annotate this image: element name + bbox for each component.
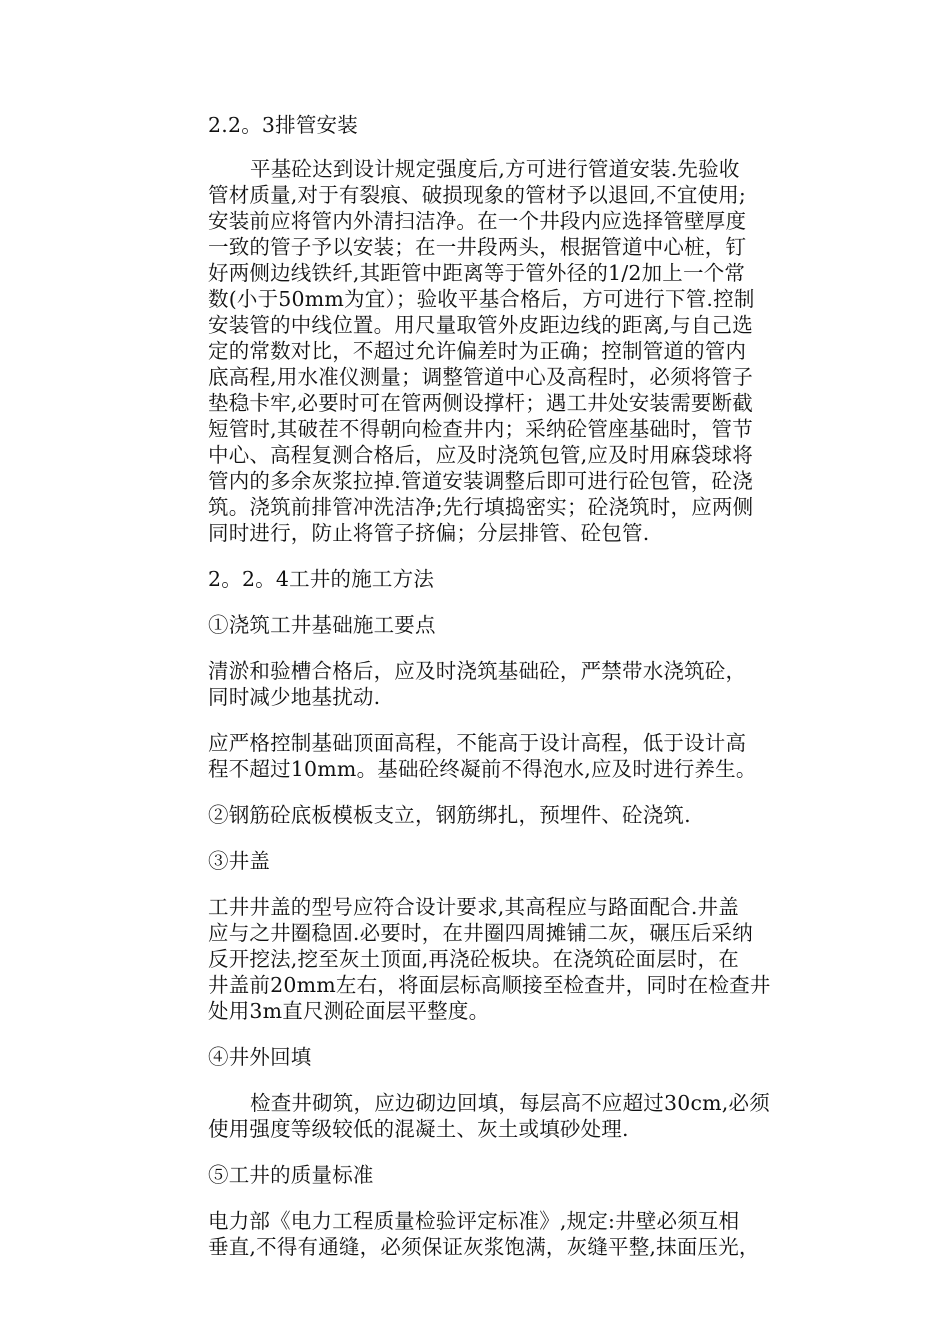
paragraph-line: 底高程,用水准仪测量；调整管道中心及高程时，必须将管子 bbox=[208, 365, 753, 389]
item-3-paragraph bbox=[208, 894, 800, 1024]
paragraph-line: 筑。浇筑前排管冲洗洁净;先行填捣密实；砼浇筑时，应两侧 bbox=[208, 495, 754, 519]
paragraph-line: 处用3m直尺测砼面层平整度。 bbox=[208, 999, 490, 1023]
item-1-paragraph-1 bbox=[208, 658, 800, 710]
paragraph-line: 使用强度等级较低的混凝土、灰土或填砂处理. bbox=[208, 1117, 629, 1141]
paragraph-line: 短管时,其破茬不得朝向检查井内；采纳砼管座基础时，管节 bbox=[208, 417, 753, 441]
section-heading-2-2-4: 2。2。4工井的施工方法 bbox=[208, 567, 435, 591]
paragraph-line: 管内的多余灰浆拉掉.管道安装调整后即可进行砼包管，砼浇 bbox=[208, 469, 753, 493]
section-heading-2-2-3: 2.2。3排管安装 bbox=[208, 113, 358, 137]
item-2-heading: ②钢筋砼底板模板支立，钢筋绑扎，预埋件、砼浇筑. bbox=[208, 803, 691, 827]
paragraph-line: 垂直,不得有通缝，必须保证灰浆饱满，灰缝平整,抹面压光， bbox=[208, 1235, 760, 1259]
paragraph-line: 同时减少地基扰动. bbox=[208, 685, 381, 709]
item-5-paragraph bbox=[208, 1208, 800, 1260]
paragraph-line: 一致的管子予以安装；在一井段两头，根据管道中心桩，钉 bbox=[208, 235, 747, 259]
section-2-2-3-paragraph bbox=[208, 156, 800, 546]
paragraph-line: 垫稳卡牢,必要时可在管两侧设撑杆；遇工井处安装需要断截 bbox=[208, 391, 753, 415]
paragraph-line: 电力部《电力工程质量检验评定标准》,规定:井壁必须互相 bbox=[208, 1209, 740, 1233]
paragraph-line: 中心、高程复测合格后，应及时浇筑包管,应及时用麻袋球将 bbox=[208, 443, 753, 467]
paragraph-line: 好两侧边线铁纤,其距管中距离等于管外径的1/2加上一个常 bbox=[208, 261, 746, 285]
paragraph-line: 数(小于50mm为宜）；验收平基合格后，方可进行下管.控制 bbox=[208, 287, 755, 311]
document-page bbox=[208, 112, 800, 1260]
paragraph-line: 安装前应将管内外清扫洁净。在一个井段内应选择管壁厚度 bbox=[208, 209, 747, 233]
paragraph-line: 清淤和验槽合格后，应及时浇筑基础砼，严禁带水浇筑砼， bbox=[208, 659, 747, 683]
item-1-paragraph-2 bbox=[208, 730, 800, 782]
item-5-heading: ⑤工井的质量标准 bbox=[208, 1163, 374, 1187]
paragraph-line: 平基砼达到设计规定强度后,方可进行管道安装.先验收 bbox=[250, 157, 740, 181]
paragraph-line: 应与之井圈稳固.必要时，在井圈四周摊铺二灰，碾压后采纳 bbox=[208, 921, 753, 945]
paragraph-line: 定的常数对比，不超过允许偏差时为正确；控制管道的管内 bbox=[208, 339, 747, 363]
paragraph-line: 安装管的中线位置。用尺量取管外皮距边线的距离,与自己选 bbox=[208, 313, 753, 337]
item-4-heading: ④井外回填 bbox=[208, 1045, 312, 1069]
paragraph-line: 井盖前20mm左右，将面层标高顺接至检查井，同时在检查井 bbox=[208, 973, 771, 997]
paragraph-line: 应严格控制基础顶面高程，不能高于设计高程，低于设计高 bbox=[208, 731, 747, 755]
item-4-paragraph bbox=[208, 1090, 800, 1142]
paragraph-line: 反开挖法,挖至灰土顶面,再浇砼板块。在浇筑砼面层时，在 bbox=[208, 947, 739, 971]
paragraph-line: 工井井盖的型号应符合设计要求,其高程应与路面配合.井盖 bbox=[208, 895, 739, 919]
paragraph-line: 管材质量,对于有裂痕、破损现象的管材予以退回,不宜使用; bbox=[208, 183, 747, 207]
item-3-heading: ③井盖 bbox=[208, 849, 271, 873]
paragraph-line: 同时进行，防止将管子挤偏；分层排管、砼包管. bbox=[208, 521, 650, 545]
paragraph-line: 程不超过10mm。基础砼终凝前不得泡水,应及时进行养生。 bbox=[208, 757, 757, 781]
paragraph-line: 检查井砌筑，应边砌边回填，每层高不应超过30cm,必须 bbox=[250, 1091, 770, 1115]
item-1-heading: ①浇筑工井基础施工要点 bbox=[208, 613, 436, 637]
